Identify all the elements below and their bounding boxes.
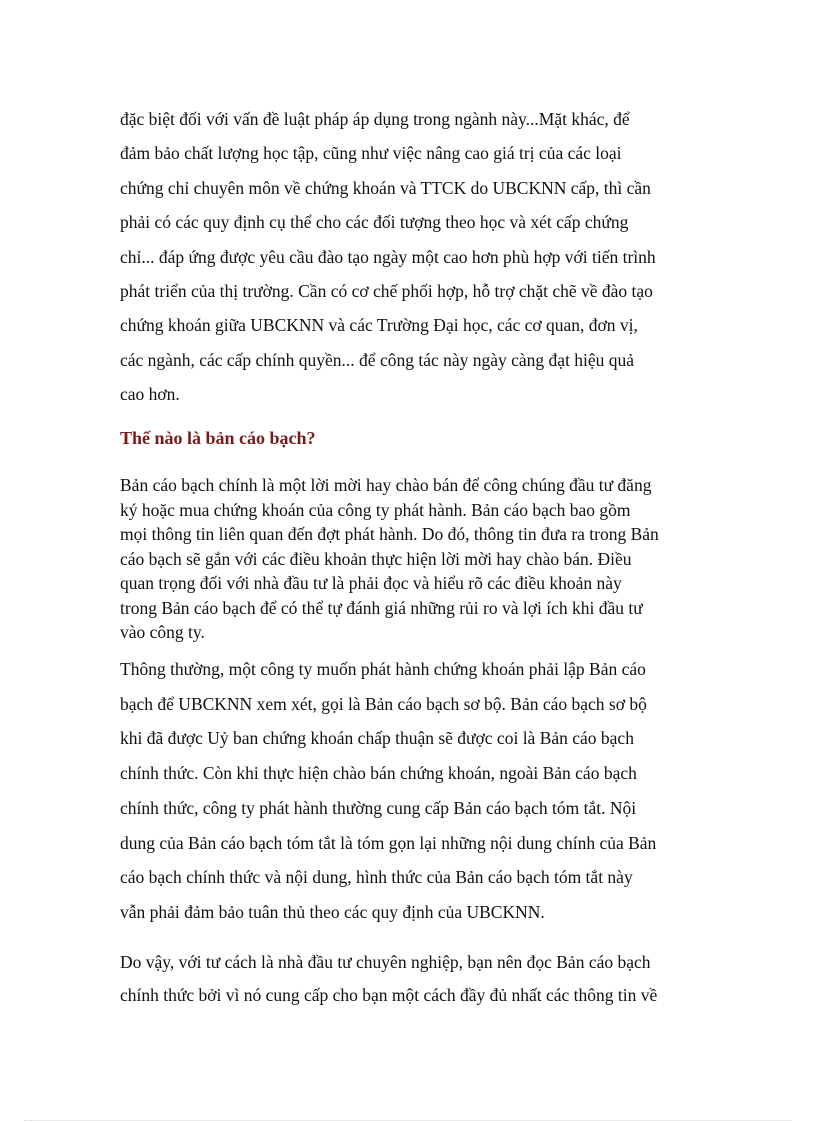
paragraph-investor-advice	[120, 946, 700, 1012]
text-line: cáo bạch sẽ gắn với các điều khoản thực hiện lời mời hay chào bán. Điều	[120, 548, 632, 569]
text-line: trong Bản cáo bạch để có thể tự đánh giá những rủi ro và lợi ích khi đầu tư	[120, 597, 643, 618]
text-line: chính thức, công ty phát hành thường cung cấp Bản cáo bạch tóm tắt. Nội	[120, 797, 637, 818]
text-line: quan trọng đối với nhà đầu tư là phải đọc và hiểu rõ các điều khoản này	[120, 573, 622, 593]
paragraph-prospectus-definition	[120, 473, 700, 645]
text-line: Do vậy, với tư cách là nhà đầu tư chuyên nghiệp, bạn nên đọc Bản cáo bạch	[120, 952, 651, 972]
section-heading: Thế nào là bản cáo bạch?	[120, 428, 316, 448]
paragraph-prospectus-process	[120, 652, 700, 930]
text-line: chính thức bởi vì nó cung cấp cho bạn một cách đầy đủ nhất các thông tin về	[120, 985, 658, 1005]
text-line: cáo bạch chính thức và nội dung, hình thức của Bản cáo bạch tóm tắt này	[120, 867, 633, 888]
text-line: đảm bảo chất lượng học tập, cũng như việc nâng cao giá trị của các loại	[120, 143, 622, 164]
text-line: Bản cáo bạch chính là một lời mời hay chào bán để công chúng đầu tư đăng	[120, 475, 652, 495]
text-line: chỉ... đáp ứng được yêu cầu đào tạo ngày một cao hơn phù hợp với tiến trình	[120, 246, 656, 267]
paragraph-education-standards	[120, 102, 700, 412]
text-line: chứng chỉ chuyên môn về chứng khoán và TTCK do UBCKNN cấp, thì cần	[120, 177, 651, 198]
text-line: vẫn phải đảm bảo tuân thủ theo các quy định của UBCKNN.	[120, 901, 545, 922]
text-line: đặc biệt đối với vấn đề luật pháp áp dụng trong ngành này...Mặt khác, để	[120, 109, 630, 129]
text-line: dung của Bản cáo bạch tóm tắt là tóm gọn lại những nội dung chính của Bản	[120, 832, 657, 853]
text-line: ký hoặc mua chứng khoán của công ty phát hành. Bản cáo bạch bao gồm	[120, 499, 631, 520]
text-line: vào công ty.	[120, 622, 205, 642]
text-line: Thông thường, một công ty muốn phát hành chứng khoán phải lập Bản cáo	[120, 659, 646, 679]
text-line: phải có các quy định cụ thể cho các đối tượng theo học và xét cấp chứng	[120, 212, 629, 233]
text-line: các ngành, các cấp chính quyền... để công tác này ngày càng đạt hiệu quả	[120, 349, 635, 370]
text-line: mọi thông tin liên quan đến đợt phát hành. Do đó, thông tin đưa ra trong Bản	[120, 524, 659, 544]
text-line: phát triển của thị trường. Cần có cơ chế phối hợp, hỗ trợ chặt chẽ về đào tạo	[120, 281, 653, 302]
text-line: bạch để UBCKNN xem xét, gọi là Bản cáo bạch sơ bộ. Bản cáo bạch sơ bộ	[120, 693, 647, 714]
text-line: cao hơn.	[120, 384, 180, 405]
page-bottom-divider	[24, 1120, 792, 1121]
text-line: chính thức. Còn khi thực hiện chào bán chứng khoán, ngoài Bản cáo bạch	[120, 763, 637, 784]
text-line: chứng khoán giữa UBCKNN và các Trường Đại học, các cơ quan, đơn vị,	[120, 315, 638, 336]
text-line: khi đã được Uỷ ban chứng khoán chấp thuận sẽ được coi là Bản cáo bạch	[120, 728, 634, 749]
